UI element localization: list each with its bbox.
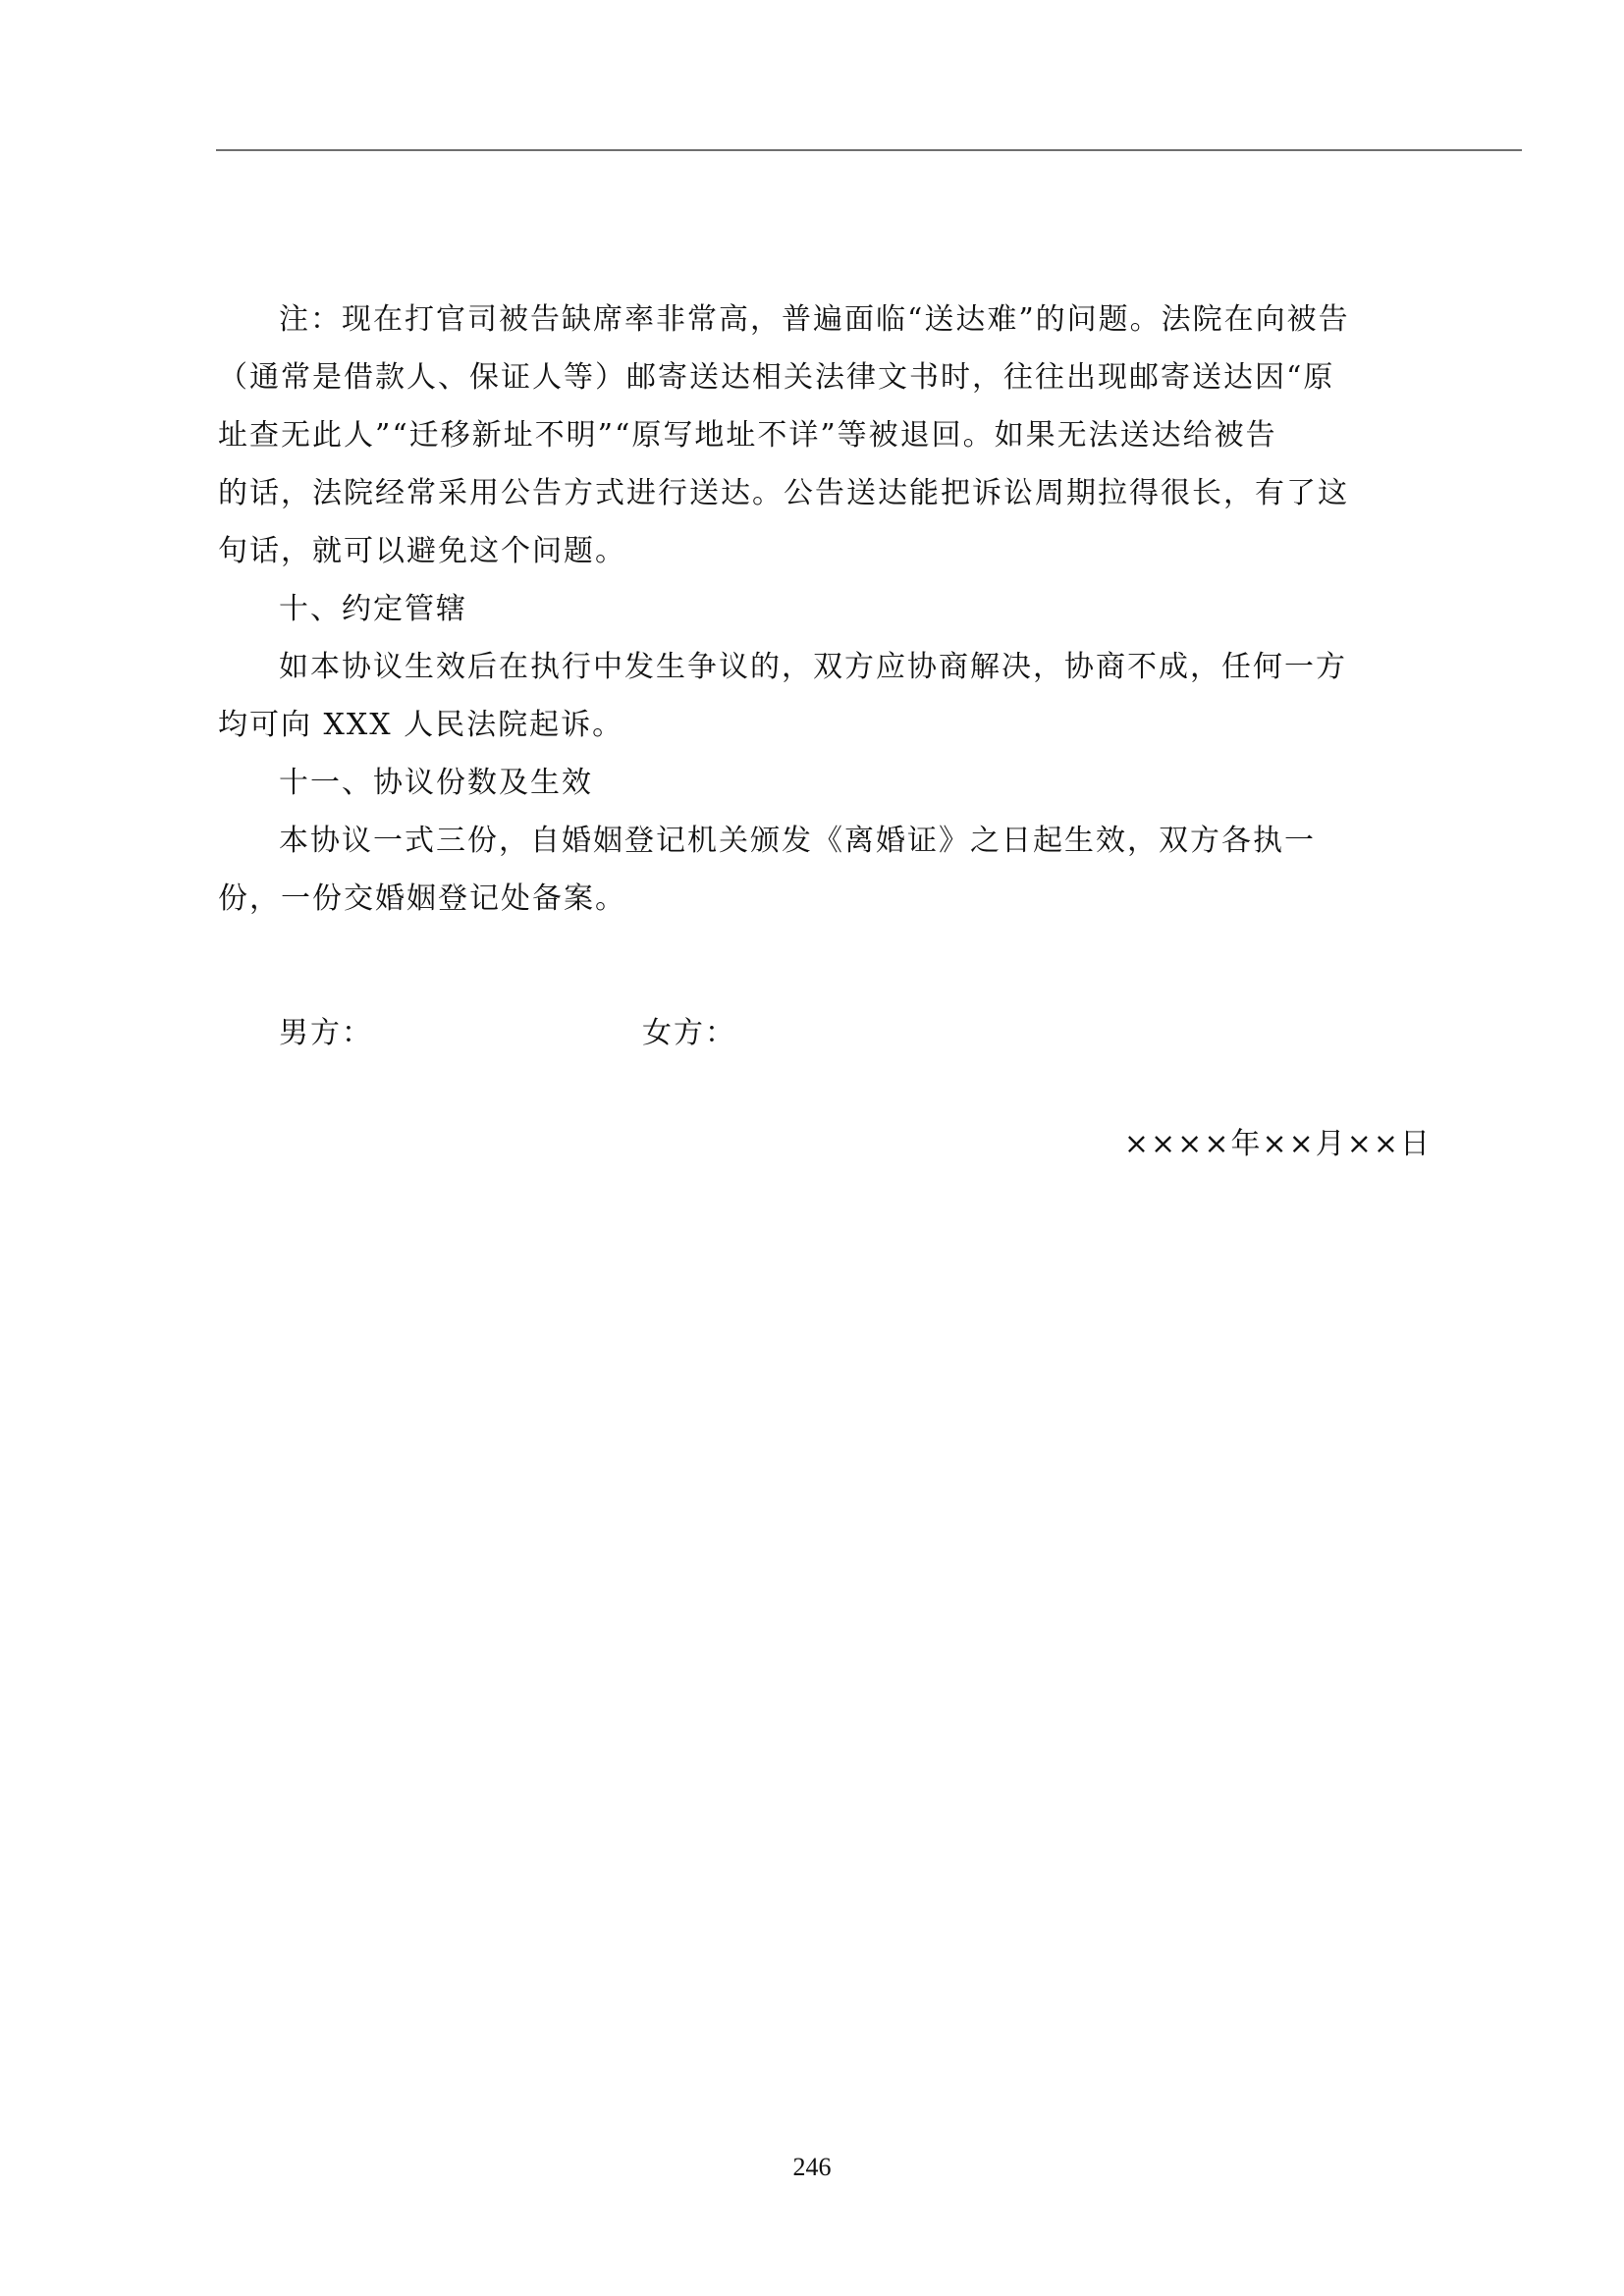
note-line-5: 句话，就可以避免这个问题。 [218, 534, 626, 568]
note-line-1: 注：现在打官司被告缺席率非常高，普遍面临“送达难”的问题。法院在向被告 [279, 302, 1350, 337]
document-body [218, 291, 1435, 928]
section-10-heading: 十、约定管辖 [279, 592, 467, 626]
section-11-line-1: 本协议一式三份，自婚姻登记机关颁发《离婚证》之日起生效，双方各执一 [279, 824, 1316, 858]
note-line-4: 的话，法院经常采用公告方式进行送达。公告送达能把诉讼周期拉得很长，有了这 [218, 476, 1349, 510]
male-signature-label: 男方： [279, 1016, 373, 1050]
note-line-2: （通常是借款人、保证人等）邮寄送达相关法律文书时，往往出现邮寄送达因“原 [218, 360, 1335, 395]
section-11-line-2: 份，一份交婚姻登记处备案。 [218, 881, 626, 916]
section-10-line-2: 均可向 XXX 人民法院起诉。 [218, 708, 624, 742]
section-10-line-1: 如本协议生效后在执行中发生争议的，双方应协商解决，协商不成，任何一方 [279, 650, 1347, 684]
note-line-3: 址查无此人”“迁移新址不明”“原写地址不详”等被退回。如果无法送达给被告 [218, 418, 1277, 453]
page-number: 246 [792, 2153, 832, 2181]
section-11-heading: 十一、协议份数及生效 [279, 766, 593, 800]
signing-date: ××××年××月××日 [1123, 1127, 1432, 1161]
female-signature-label: 女方： [642, 1016, 736, 1050]
header-rule [216, 149, 1522, 151]
